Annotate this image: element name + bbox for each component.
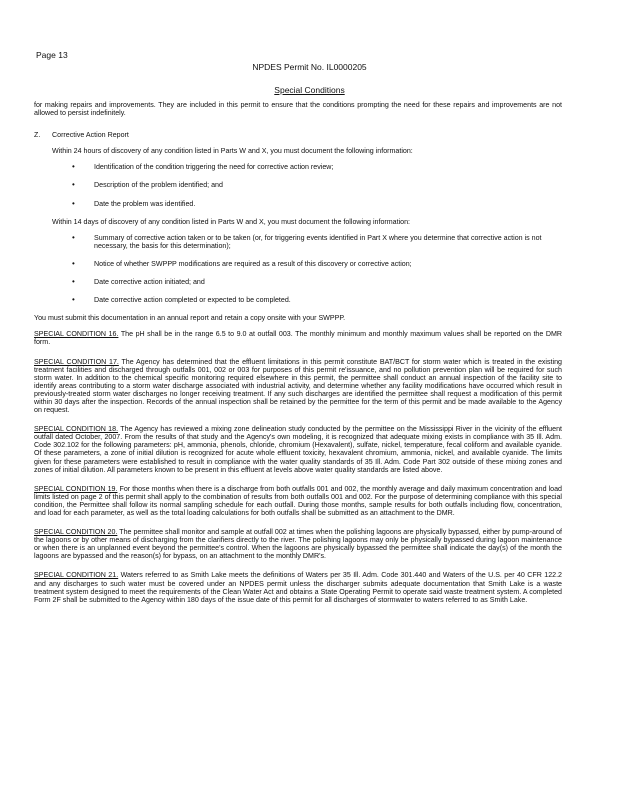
section-z-title: Corrective Action Report [52, 131, 129, 140]
special-condition-16 [34, 330, 562, 346]
condition-label: SPECIAL CONDITION 17. [34, 357, 119, 366]
bullet-icon: • [72, 277, 75, 287]
condition-text: The permittee shall monitor and sample at outfall 002 at times when the polishing lagoons are physically bypassed, either by pump-around of the lagoons or by other means of discharging from the clarifiers directly to the river. The polishing lagoons may only be physically bypassed during lagoon maintenance or when there is an unplanned event beyond the permittee's control. When the lagoons are physically bypassed the permittee shall indicate the day(s) of the month the lagoons are bypassed and the reason(s) for bypass, on an attachment to the monthly DMR's. [34, 528, 562, 561]
condition-label: SPECIAL CONDITION 21. [34, 571, 119, 580]
special-condition-21 [34, 571, 562, 603]
bullet-icon: • [72, 198, 75, 208]
special-condition-19 [34, 485, 562, 517]
condition-label: SPECIAL CONDITION 19. [34, 484, 118, 493]
document-body [34, 101, 562, 615]
submit-documentation-text: You must submit this documentation in an annual report and retain a copy onsite with your SWPPP. [34, 314, 346, 323]
bullet-icon: • [72, 232, 75, 242]
list-item: • Date the problem was identified. [72, 198, 196, 208]
condition-text: The pH shall be in the range 6.5 to 9.0 at outfall 003. The monthly minimum and monthly maximum values shall be reported on the DMR form. [34, 330, 562, 347]
condition-label: SPECIAL CONDITION 18. [34, 425, 119, 434]
list-item: • Identification of the condition triggering the need for corrective action review; [72, 162, 334, 172]
condition-text: For those months when there is a discharge from both outfalls 001 and 002, the monthly average and daily maximum concentration and load limits listed on page 2 of this permit shall apply to the combination of results from both outfalls 001 and 002. For the purpose of determining compliance with this special condition, the Permittee shall follow its normal sampling schedule for each outfall. During those months, sample results for both outfalls including flow, concentration, and load for each parameter, as well as the total loading calculations for both outfalls shall be submitted as an attachment to the DMR. [34, 484, 563, 517]
condition-text: Waters referred to as Smith Lake meets the definitions of Waters per 35 Ill. Adm. Code 301.440 and Waters of the U.S. per 40 CFR 122.2 and any discharges to such water must be covered under an NPDES permit unless the discharger submits adequate documentation that Smith Lake is a waste treatment system designed to meet the requirements of the Clean Water Act and obtains a State Operating Permit to operate said waste treatment system. A completed Form 2F shall be submitted to the Agency within 180 days of the issue date of this permit for all discharges of stormwater to waters referred to as Smith Lake. [34, 571, 562, 604]
intro-paragraph: for making repairs and improvements. They are included in this permit to ensure that the conditions prompting the need for these repairs and improvements are not allowed to persist indefinitely. [34, 101, 562, 118]
condition-text: The Agency has determined that the effluent limitations in this permit constitute BAT/BCT for storm water which is treated in the existing treatment facilities and discharged through outfalls 001, 002 or 003 for purposes of this permit re'issuance, and no pollution prevention plan will be required for such storm water. In addition to the chemical specific monitoring required elsewhere in this permit, the permittee shall conduct an annual inspection of the facility site to identify areas contributing to a storm water discharge associated with industrial activity, and determine whether any facility modifications have occurred which result in previously-treated storm water discharges no longer receiving treatment. If any such discharges are identified the permittee shall request a modification of this permit within 30 days after the inspection. Records of the annual inspection shall be retained by the permittee for the term of this permit and be made available to the Agency on request. [34, 357, 562, 415]
list-item: • Summary of corrective action taken or to be taken (or, for triggering events identified in Part X where you determine that corrective action is not necessary, the basis for this determination); [72, 232, 542, 250]
section-title: Special Conditions [274, 85, 345, 95]
list-item: • Description of the problem identified; and [72, 180, 223, 190]
section-z-heading [34, 131, 562, 139]
condition-label: SPECIAL CONDITION 20. [34, 528, 118, 537]
bullet-icon: • [72, 180, 75, 190]
special-condition-20 [34, 528, 562, 560]
special-condition-18 [34, 425, 562, 474]
permit-number: NPDES Permit No. IL0000205 [252, 62, 367, 72]
bullet-icon: • [72, 258, 75, 268]
bullet-icon: • [72, 162, 75, 172]
list-14-days [34, 234, 562, 304]
section-z-letter: Z. [34, 131, 41, 140]
within-24-hours-text: Within 24 hours of discovery of any condition listed in Parts W and X, you must document the following information: [52, 147, 413, 156]
special-condition-17 [34, 358, 562, 415]
list-24-hours [34, 163, 562, 207]
page-number: Page 13 [36, 50, 68, 60]
bullet-icon: • [72, 295, 75, 305]
condition-text: The Agency has reviewed a mixing zone delineation study conducted by the permittee on the Mississippi River in the vicinity of the effluent outfall dated October, 2007. From the results of that study and the Agency's own modeling, it is recognized that adequate mixing exists in compliance with 35 Ill. Adm. Code 302.102 for the following parameters: pH, ammonia, phenols, chloride, chromium (Hexavalent), sulfate, nickel, temperature, fecal coliform and available cyanide. Of these parameters, a zone of initial dilution is recognized for acute whole effluent toxicity, hexavalent chromium, ammonia, nickel, and available cyanide. The limits given for these parameters were established to result in compliance with the water quality standards of 35 Ill. Adm. Code Part 302 outside of these mixing zones and zones of initial dilution. All parameters known to be present in this effluent at levels above water quality standards are listed above. [34, 425, 562, 474]
list-item: • Date corrective action completed or expected to be completed. [72, 295, 291, 305]
list-item: • Notice of whether SWPPP modifications are required as a result of this discovery or corrective action; [72, 258, 412, 268]
list-item: • Date corrective action initiated; and [72, 277, 205, 287]
condition-label: SPECIAL CONDITION 16. [34, 330, 119, 339]
within-14-days-text: Within 14 days of discovery of any condition listed in Parts W and X, you must document the following information: [52, 217, 411, 226]
